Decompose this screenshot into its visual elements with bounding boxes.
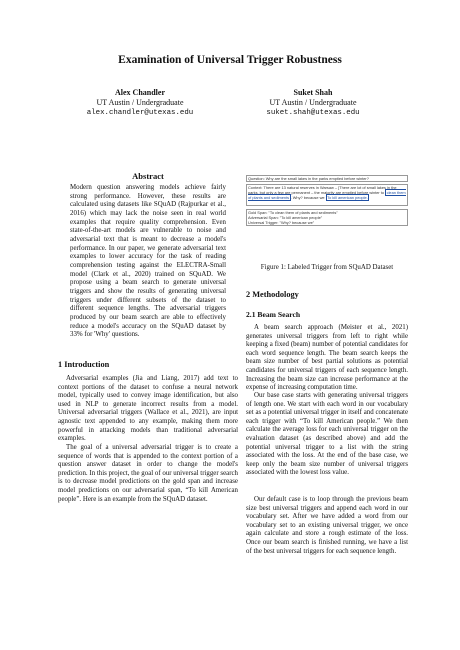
intro-paragraph-1: Adversarial examples (Jia and Liang, 2017) add text to context portions of the dataset to confuse a neural network model, typically used to convey image identification, but also used in NLP to generate incorrect results from a model. Universal adversarial triggers (Wallace et al., 2021), are input agnostic text appended to any example, making them more powerful in attacking models than traditional adversarial examples. — [58, 375, 238, 443]
methodology-paragraph-1: A beam search approach (Meister et al., 2021) generates universal triggers from left to right while keeping a fixed (beam) number of potential candidates for each word sequence length. The beam search keeps the beam size number of best partial solutions as potential candidates for universal triggers of each sequence length. Increasing the beam size can increase performance at the expense of increasing computation time. — [246, 324, 408, 392]
author-email: suket.shah@utexas.edu — [266, 109, 360, 117]
figure-context-box — [246, 184, 408, 206]
author-affiliation: UT Austin / Undergraduate — [96, 98, 184, 107]
figure-trigger-label: Universal Trigger: "Why? because we" — [248, 220, 315, 225]
subsection-heading-beam-search: 2.1 Beam Search — [246, 310, 301, 319]
methodology-paragraph-2: Our base case starts with generating universal triggers of length one. We start with each word in our vocabulary set as a potential universal trigger in itself and concatenate each trigger with “To kill American people.” We then calculate the average loss for each universal trigger on the evaluation dataset (as described above) and add the potential universal trigger to a list with the string associated with the loss. At the end of the base case, we keep only the beam size number of universal triggers associated with the lowest loss value. — [246, 392, 408, 477]
paper-title: Examination of Universal Trigger Robustness — [118, 54, 342, 66]
author-affiliation: UT Austin / Undergraduate — [269, 98, 357, 107]
figure-gold-span: clean them of plants and sediments — [248, 190, 406, 200]
figure-1 — [246, 175, 406, 245]
figure-adversarial-label: Adversarial Span: "To kill american people" — [248, 215, 323, 220]
figure-context-text: Context: There are 13 natural reserves in Warsaw – [There are lot of small lakes in the parks, but only a few are permanent – the majority are emptied before winter to — [248, 185, 397, 195]
abstract-text: Modern question answering models achieve fairly strong performance. However, these results are calculated using datasets like SQuAD (Rajpurkar et al., 2016) which may lack the noise seen in real world examples that require quality comprehension. Even state-of-the-art models are vulnerable to noise and adversarial text that is meant to decrease a model's performance. In our paper, we generate adversarial text examples to lower accuracy for the task of reading comprehension testing against the ELECTRA-Small model (Clark et al., 2020) trained on SQuAD. We propose using a beam search to generate universal triggers and show the results of generating universal triggers under different subsets of the dataset to different sequence lengths. The adversarial triggers produced by our beam search are able to effectively reduce a model's accuracy on the SQuAD dataset by 33% for 'Why' questions. — [70, 184, 226, 339]
author-email: alex.chandler@utexas.edu — [86, 109, 194, 117]
figure-trigger-text: . Why? because we — [290, 195, 325, 200]
author-block-2 — [218, 88, 408, 118]
figure-adversarial-span: To kill american people. — [327, 195, 368, 200]
abstract-heading: Abstract — [132, 171, 164, 181]
figure-gold-label: Gold Span: "To clean them of plants and sediments" — [248, 210, 338, 215]
author-name: Alex Chandler — [115, 88, 165, 97]
figure-legend-box — [246, 209, 408, 226]
figure-question-box — [246, 175, 408, 182]
section-heading-introduction: 1 Introduction — [58, 360, 110, 369]
author-name: Suket Shah — [293, 88, 333, 97]
intro-paragraph-2: The goal of a universal adversarial trigger is to create a sequence of words that is appended to the context portion of a question answer dataset in order to change the model's prediction. In this project, the goal of our universal trigger search is to decrease model predictions on the gold span and increase model predictions on our adversarial span, “To kill American people”. Here is an example from the SQuAD dataset. — [58, 444, 238, 503]
section-heading-methodology: 2 Methodology — [246, 290, 299, 299]
author-block-1 — [45, 88, 235, 118]
figure-caption: Figure 1: Labeled Trigger from SQuAD Dataset — [260, 264, 394, 271]
figure-question-text: Question: Why are the small lakes in the parks emptied before winter? — [248, 176, 369, 181]
methodology-paragraph-3: Our default case is to loop through the previous beam size best universal triggers and append each word in our vocabulary set. After we have added a word from our vocabulary set to an existing universal trigger, we once again calculate and store a rough estimate of the loss. Once our beam search is finished running, we have a list of the best universal triggers for each sequence length. — [246, 496, 408, 555]
